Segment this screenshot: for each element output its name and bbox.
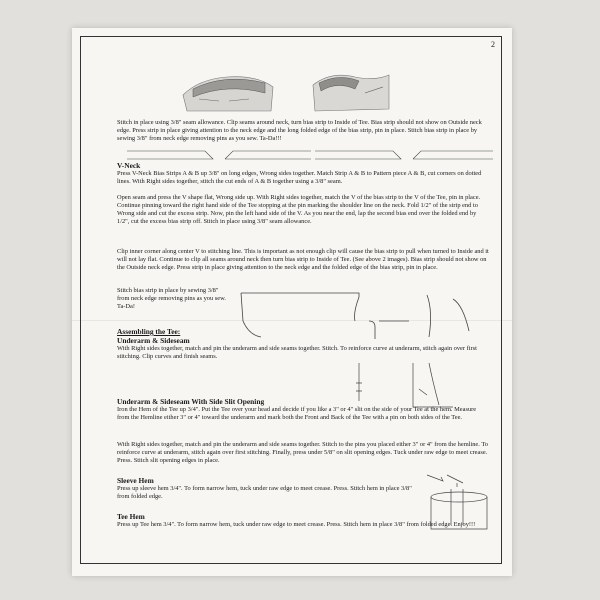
vneck-paragraph-1: Press V-Neck Bias Strips A & B up 3/8" on long edges, Wrong sides together. Match Strip A & B to Pattern piece A & B, cut corners on dotted lines. With Right sides together, stitch the cut ends of A & B together using a 3/8" seam.: [117, 170, 482, 185]
vneck-paragraph-2: Open seam and press the V shape flat, Wrong side up. With Right sides together, match the V of the bias strip to the V of the Tee, pin in place. Continue pinning toward the right hand side of the Tee stopping at the pin marking the shoulder line on the neck. Fold 1/2" of the strip end to Wrong side and cut the excess strip. Now, pin the left hand side of the V. As you near the end, lap the second bias end over the folded end by 1/2", cut the excess bias strip off. Stitch in place using 3/8" seam allowance.: [117, 194, 481, 225]
vneck-heading: V-Neck: [117, 161, 141, 170]
tee-hem-heading: Tee Hem: [117, 512, 145, 521]
underarm-sideseam-paragraph: With Right sides together, match and pin the underarm and side seams together. Stitch. To reinforce curve at underarm, stitch again over first stitching. Clip curves and finish seams.: [117, 345, 477, 360]
vneck-strip-diagram: [125, 147, 495, 163]
sleeve-hem-heading: Sleeve Hem: [117, 476, 154, 485]
neck-bias-photo-2: [309, 63, 393, 115]
sleeve-hem-paragraph: Press up sleeve hem 3/4". To form narrow hem, tuck under raw edge to meet crease. Press. Stitch hem in place 3/8" from folded edge.: [117, 485, 412, 500]
assembling-heading: Assembling the Tee:: [117, 327, 181, 336]
side-slit-paragraph-1: Iron the Hem of the Tee up 3/4". Put the Tee over your head and decide if you like a 3" or 4" slit on the side of your Tee at the hem. Measure from the Hemline either 3" or 4" toward the underarm and mark both the Front and Back of the Tee with a pin on both sides of the Tee.: [117, 406, 477, 421]
page-frame: [80, 36, 502, 564]
side-slit-heading: Underarm & Sideseam With Side Slit Opening: [117, 397, 265, 406]
side-slit-paragraph-2: With Right sides together, match and pin the underarm and side seams together. Stitch to the pins you placed either 3" or 4" from the hemline. To reinforce curve at underarm, stitch again over first stitching. Finally, press under 5/8" on slit opening edges. Tuck under raw edge to meet crease. Press. Stitch slit opening edges in place.: [117, 441, 488, 464]
side-slit-diagrams: [353, 361, 493, 409]
neckline-diagrams: [239, 291, 489, 341]
underarm-sideseam-heading: Underarm & Sideseam: [117, 336, 190, 345]
neck-bias-photo-1: [179, 65, 277, 115]
instruction-sheet: [72, 28, 512, 576]
vneck-paragraph-3: Clip inner corner along center V to stitching line. This is important as not enough clip will cause the bias strip to pull when turned to Inside and it will not lay flat. Continue to clip all seams around neck then turn bias strip to Inside of Tee. (See above 2 images). Bias strip should not show on the Outside neck edge. Press strip in place giving attention to the neck edge and the folded edge of the bias strip, pin in place.: [117, 248, 489, 271]
vneck-paragraph-4: Stitch bias strip in place by sewing 3/8" from neck edge removing pins as you sew. Ta-Da!: [117, 287, 226, 310]
tee-hem-paragraph: Press up Tee hem 3/4". To form narrow hem, tuck under raw edge to meet crease. Press. Stitch hem in place 3/8" from folded edge. Enjoy!!!: [117, 521, 476, 528]
intro-paragraph: Stitch in place using 3/8" seam allowance. Clip seams around neck, turn bias strip to Inside of Tee. Bias strip should not show on Outside neck edge. Press strip in place giving attention to the neck edge and the long folded edge of the bias strip, pin in place. Stitch bias strip in place by sewing 3/8" from neck edge removing pins as you sew. Ta-Da!!!: [117, 119, 482, 142]
page-number: 2: [491, 40, 495, 49]
